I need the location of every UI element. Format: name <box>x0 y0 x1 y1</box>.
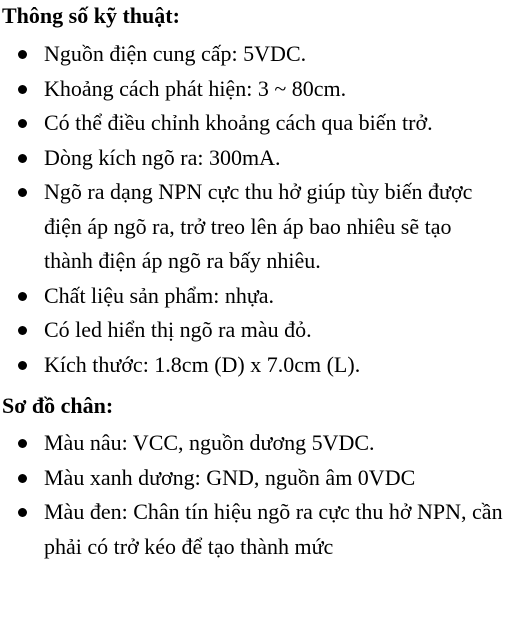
list-item-text: Màu xanh dương: GND, nguồn âm 0VDC <box>44 464 416 490</box>
list-item-text: Chất liệu sản phẩm: nhựa. <box>44 282 275 308</box>
list-item <box>0 141 513 176</box>
bullet-icon <box>18 119 27 128</box>
bullet-icon <box>18 85 27 94</box>
list-item <box>0 495 513 564</box>
list-item-text: Màu đen: Chân tín hiệu ngõ ra cực thu hở NPN, cần phải có trở kéo để tạo thành mức <box>44 499 503 559</box>
list-item <box>0 348 513 383</box>
list-item <box>0 175 513 279</box>
list-item <box>0 461 513 496</box>
bullet-icon <box>18 50 27 59</box>
list-item-text: Ngõ ra dạng NPN cực thu hở giúp tùy biến được điện áp ngõ ra, trở treo lên áp bao nhiêu sẽ tạo thành điện áp ngõ ra bấy nhiêu. <box>44 179 473 273</box>
list-item <box>0 279 513 314</box>
bullet-icon <box>18 292 27 301</box>
list-item-text: Khoảng cách phát hiện: 3 ~ 80cm. <box>44 75 347 101</box>
spec-list <box>0 37 513 382</box>
bullet-icon <box>18 361 27 370</box>
bullet-icon <box>18 508 27 517</box>
bullet-icon <box>18 326 27 335</box>
list-item-text: Có led hiển thị ngõ ra màu đỏ. <box>44 317 312 342</box>
list-item <box>0 313 513 348</box>
spec-heading: Thông số kỹ thuật: <box>2 3 180 28</box>
list-item-text: Màu nâu: VCC, nguồn dương 5VDC. <box>44 430 375 455</box>
list-item-text: Kích thước: 1.8cm (D) x 7.0cm (L). <box>44 351 361 377</box>
pinout-list <box>0 426 513 564</box>
list-item <box>0 37 513 72</box>
bullet-icon <box>18 474 27 483</box>
list-item-text: Dòng kích ngõ ra: 300mA. <box>44 144 281 170</box>
list-item <box>0 72 513 107</box>
bullet-icon <box>18 154 27 163</box>
list-item-text: Có thể điều chỉnh khoảng cách qua biến trở. <box>44 110 433 135</box>
list-item <box>0 426 513 461</box>
bullet-icon <box>18 188 27 197</box>
bullet-icon <box>18 439 27 448</box>
list-item-text: Nguồn điện cung cấp: 5VDC. <box>44 41 307 66</box>
pinout-heading: Sơ đồ chân: <box>2 393 114 418</box>
list-item <box>0 106 513 141</box>
